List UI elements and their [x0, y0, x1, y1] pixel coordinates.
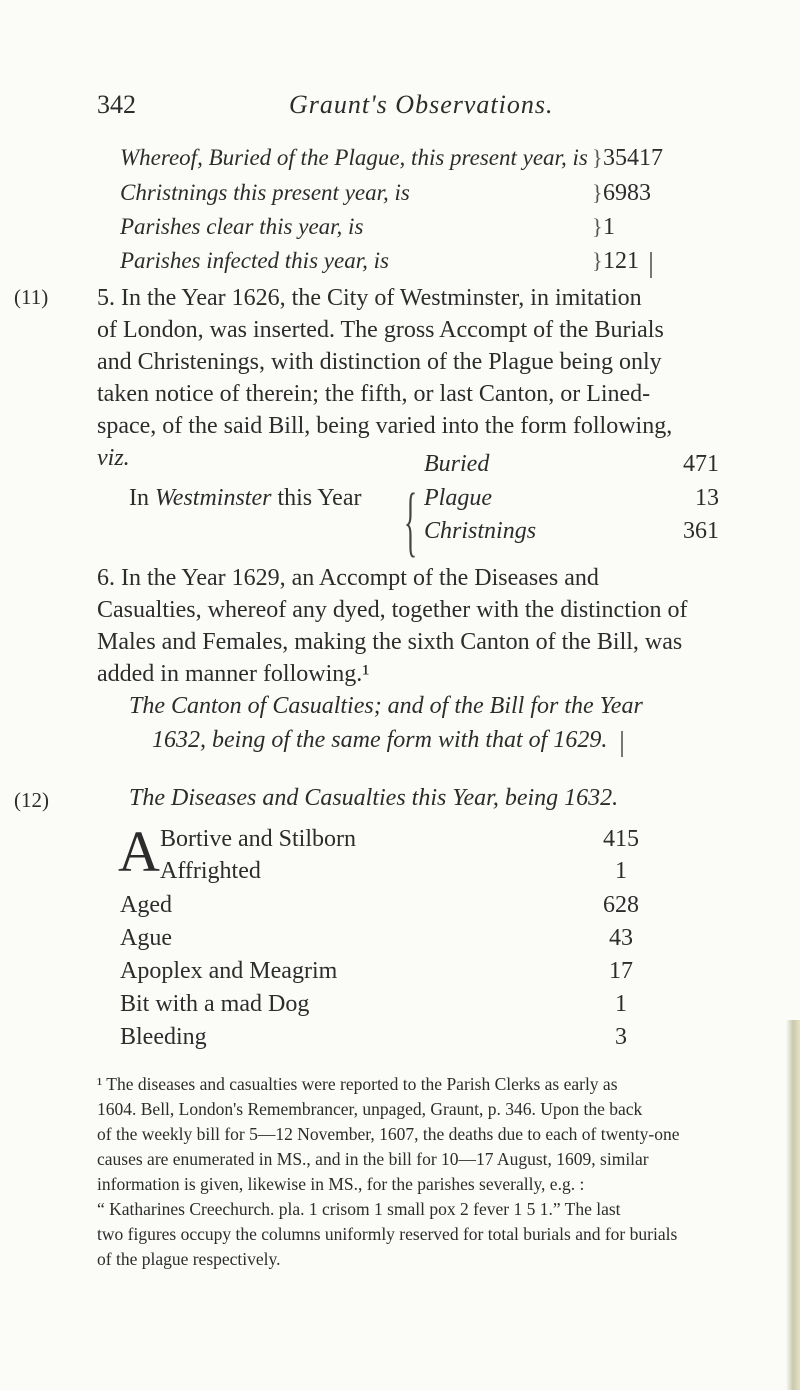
westminster-place: Westminster — [155, 485, 272, 511]
summary-value-christnings: 6983 — [603, 180, 651, 206]
canton-caption-line-2: 1632, being of the same form with that of 1629. — [152, 727, 608, 753]
footnote-line: 1604. Bell, London's Remembrancer, unpaged, Graunt, p. 346. Upon the back — [97, 1099, 643, 1119]
footnote-line: two figures occupy the columns uniformly reserved for total burials and for burials — [97, 1224, 678, 1244]
margin-number-12: (12) — [14, 788, 49, 812]
footnote — [97, 1072, 717, 1272]
westminster-label-buried: Buried — [424, 451, 490, 477]
paragraph-5-line: space, of the said Bill, being varied into the form following, — [97, 413, 673, 439]
paragraph-5-line: 5. In the Year 1626, the City of Westminster, in imitation — [97, 285, 642, 311]
westminster-prefix — [129, 485, 361, 512]
paragraph-5-line: of London, was inserted. The gross Accompt of the Burials — [97, 317, 664, 343]
disease-row-label: Affrighted — [160, 858, 261, 884]
disease-row-value: 1 — [615, 858, 627, 884]
paragraph-5-line: viz. — [97, 445, 130, 471]
paragraph-6-line: Males and Females, making the sixth Canton of the Bill, was — [97, 629, 683, 655]
running-title: Graunt's Observations. — [289, 90, 554, 119]
disease-row-label: Bleeding — [120, 1024, 207, 1050]
summary-value-buried-plague: 35417 — [603, 145, 663, 171]
footnote-line: causes are enumerated in MS., and in the bill for 10—17 August, 1609, similar — [97, 1149, 649, 1169]
paragraph-6-line: 6. In the Year 1629, an Accompt of the Diseases and — [97, 565, 599, 591]
diseases-table-title: The Diseases and Casualties this Year, being 1632. — [129, 785, 619, 811]
disease-row-label: Aged — [120, 892, 172, 918]
summary-value-parishes-infected: 121 — [603, 248, 639, 274]
westminster-label-christnings: Christnings — [424, 518, 537, 544]
disease-row-value: 1 — [615, 991, 627, 1017]
brace-mark: } — [592, 248, 603, 273]
westminster-prefix-in: In — [129, 485, 149, 511]
disease-row-value: 628 — [603, 892, 639, 918]
brace-mark: } — [592, 180, 603, 205]
disease-row-value: 43 — [609, 925, 633, 951]
westminster-value-buried: 471 — [683, 451, 719, 477]
margin-bar — [650, 252, 652, 278]
disease-row-value: 415 — [603, 826, 639, 852]
summary-label-christnings: Christnings this present year, is — [120, 180, 410, 205]
paragraph-5-line: and Christenings, with distinction of the Plague being only — [97, 349, 662, 375]
footnote-line: of the plague respectively. — [97, 1249, 281, 1269]
summary-label-buried-plague: Whereof, Buried of the Plague, this present year, is — [120, 145, 588, 170]
margin-number-11: (11) — [14, 285, 49, 309]
disease-row-label: Bit with a mad Dog — [120, 991, 310, 1017]
disease-row-value: 3 — [615, 1024, 627, 1050]
westminster-value-plague: 13 — [695, 485, 719, 511]
canton-caption-line-1: The Canton of Casualties; and of the Bill for the Year — [129, 693, 643, 719]
paragraph-6 — [97, 562, 717, 690]
brace-mark: } — [592, 145, 603, 170]
dropcap-letter: A — [118, 819, 160, 884]
margin-bar — [621, 731, 623, 757]
page-edge-shadow — [786, 1020, 800, 1390]
disease-row-label: Ague — [120, 925, 172, 951]
westminster-suffix: this Year — [277, 485, 362, 511]
paragraph-6-line: added in manner following.¹ — [97, 661, 370, 687]
disease-row-value: 17 — [609, 958, 633, 984]
summary-label-parishes-infected: Parishes infected this year, is — [120, 248, 389, 273]
footnote-line: information is given, likewise in MS., for the parishes severally, e.g. : — [97, 1174, 585, 1194]
disease-row-label: Apoplex and Meagrim — [120, 958, 338, 984]
footnote-line: of the weekly bill for 5—12 November, 1607, the deaths due to each of twenty-one — [97, 1124, 680, 1144]
westminster-brace: { — [404, 477, 418, 564]
westminster-value-christnings: 361 — [683, 518, 719, 544]
paragraph-6-line: Casualties, whereof any dyed, together with the distinction of — [97, 597, 688, 623]
footnote-line: ¹ The diseases and casualties were reported to the Parish Clerks as early as — [97, 1074, 618, 1094]
summary-value-parishes-clear: 1 — [603, 214, 615, 240]
summary-label-parishes-clear: Parishes clear this year, is — [120, 214, 364, 239]
disease-row-label: Bortive and Stilborn — [160, 826, 356, 852]
paragraph-5 — [97, 282, 717, 474]
westminster-label-plague: Plague — [424, 485, 492, 511]
page-number: 342 — [97, 90, 136, 119]
footnote-line: “ Katharines Creechurch. pla. 1 crisom 1 small pox 2 fever 1 5 1.” The last — [97, 1199, 621, 1219]
paragraph-5-line: taken notice of therein; the fifth, or last Canton, or Lined- — [97, 381, 651, 407]
brace-mark: } — [592, 214, 603, 239]
